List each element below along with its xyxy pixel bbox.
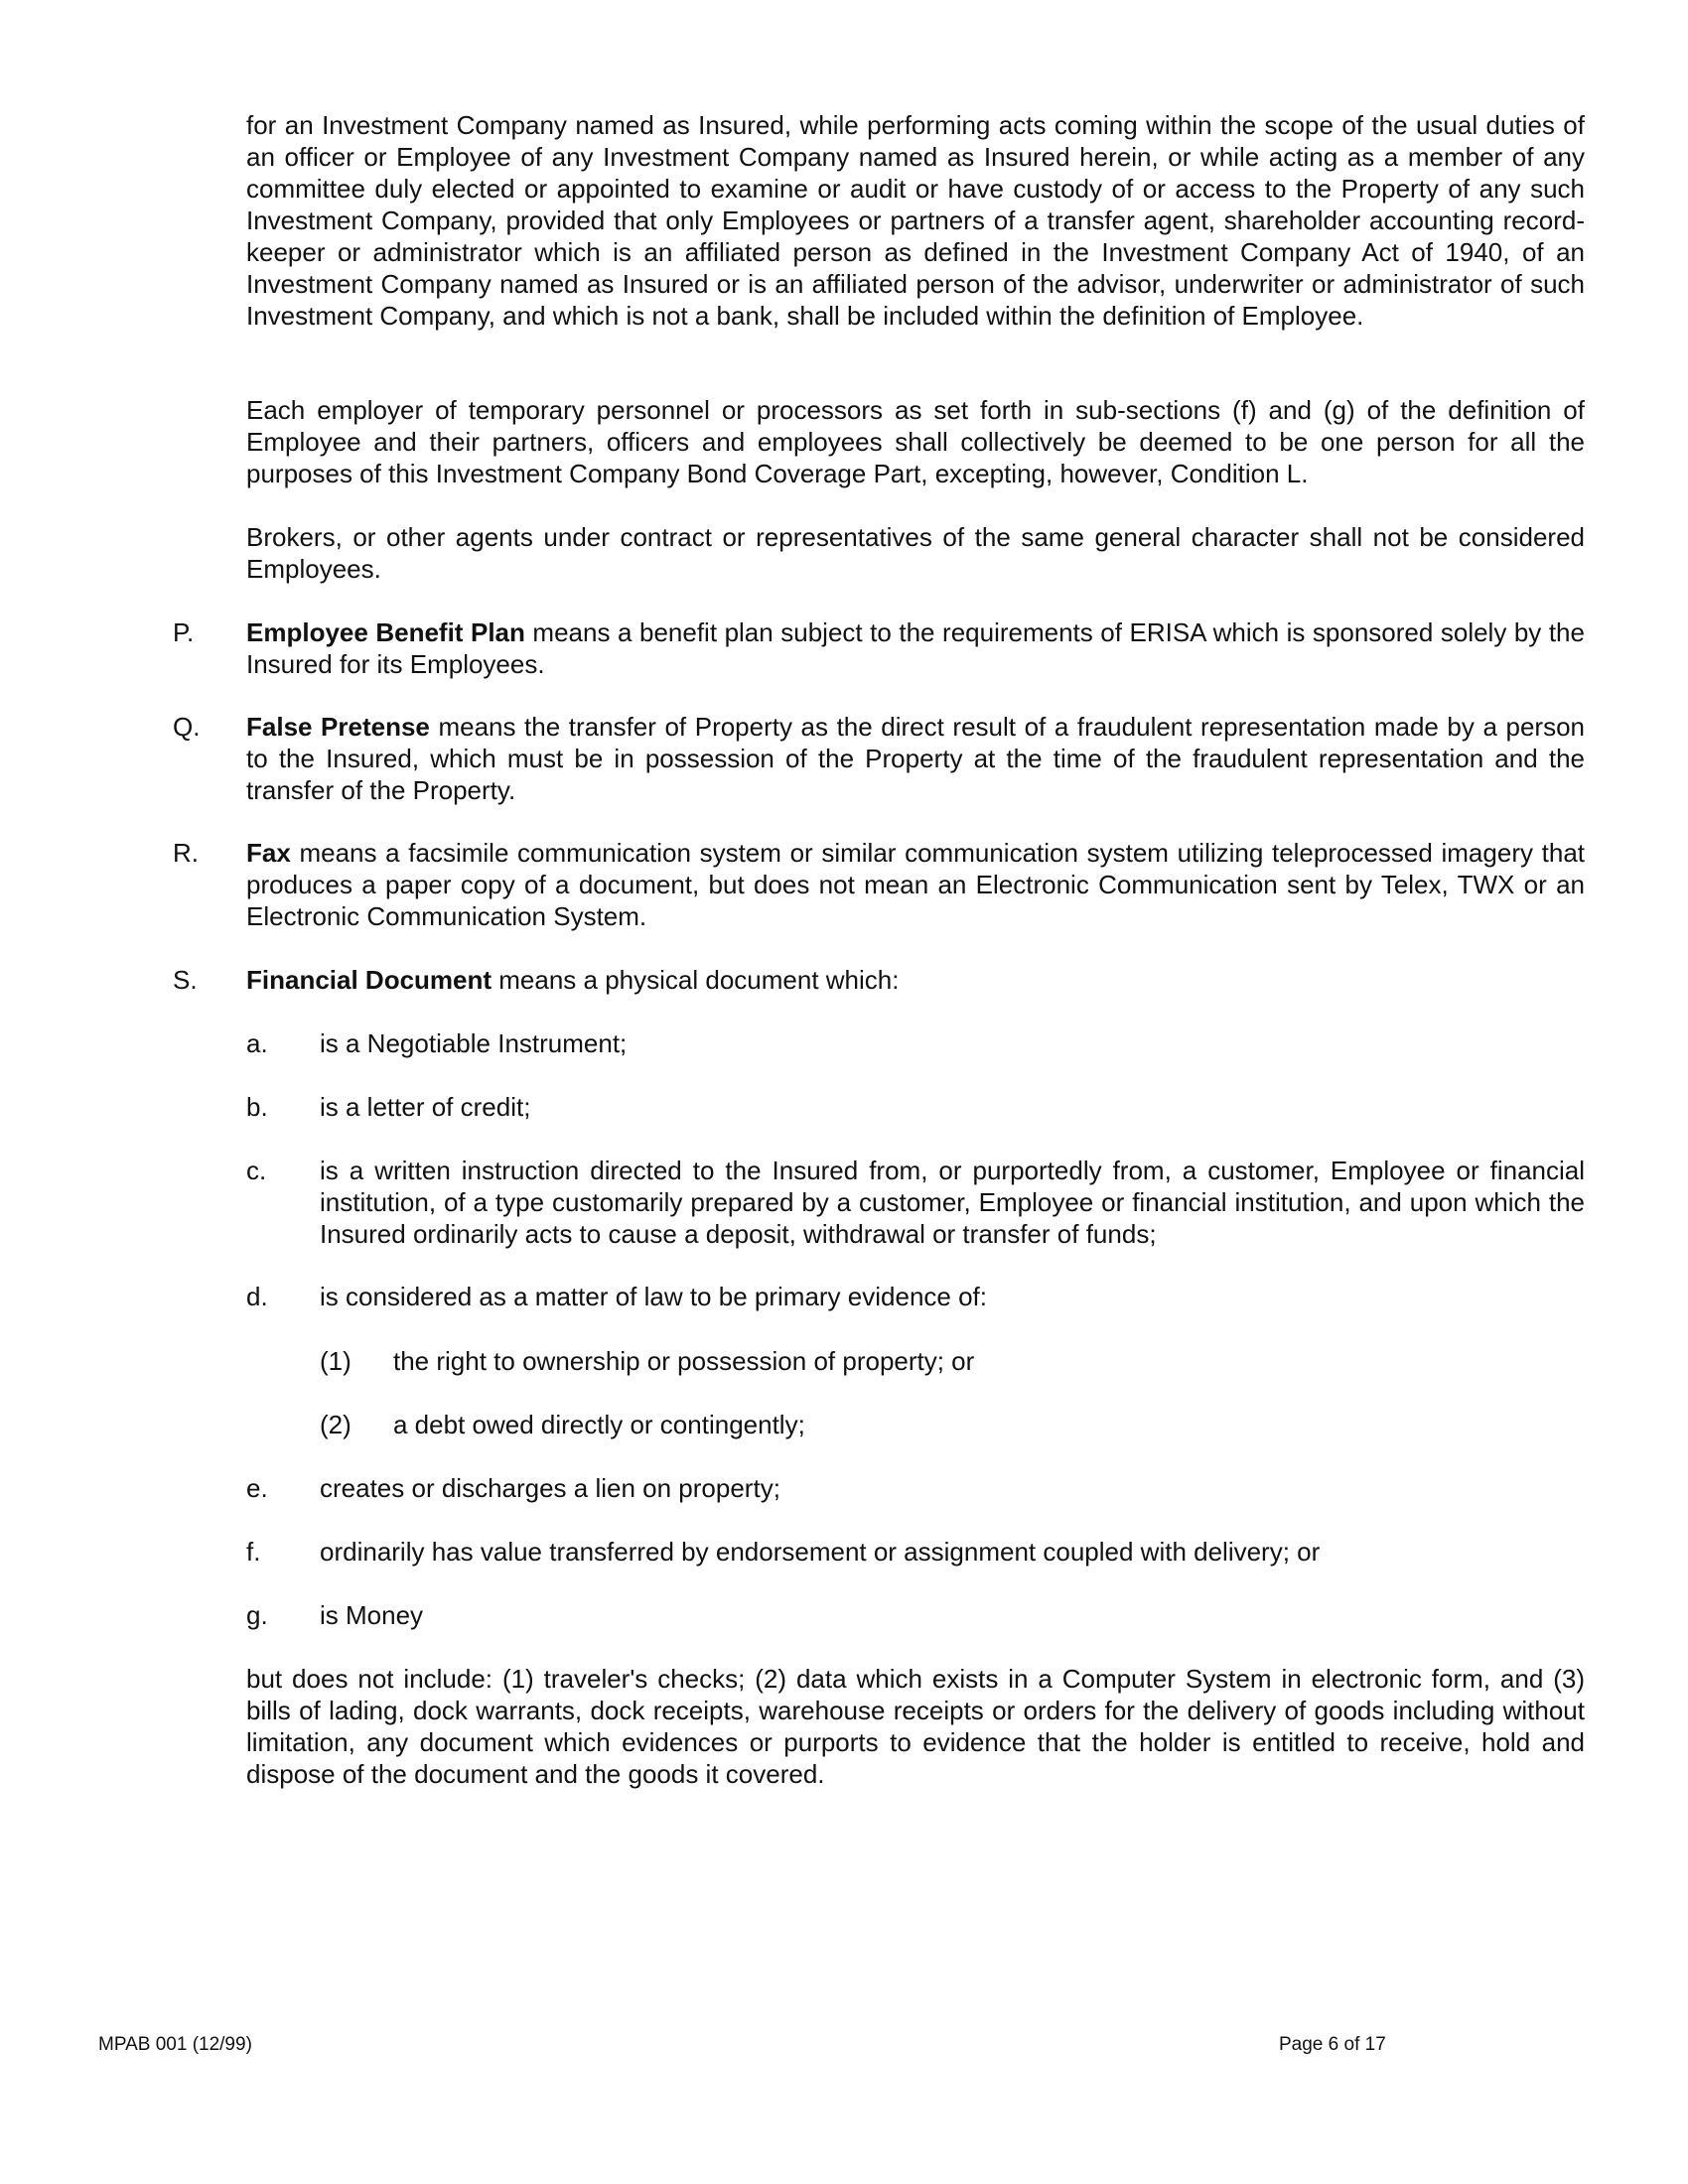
definition-text: means the transfer of Property as the direct result of a fraudulent representation made by a person to the Insured, which must be in possession of the Property at the time of the fraudulent representation and the transfer of the Property. (246, 712, 1585, 805)
definition-text: means a physical document which: (492, 965, 900, 995)
numbered-item-text: a debt owed directly or contingently; (393, 1410, 805, 1439)
numbered-item-label: (2) (320, 1410, 352, 1439)
sub-item-text: ordinarily has value transferred by endorsement or assignment coupled with delivery; or (320, 1537, 1321, 1567)
intro-paragraph-1: for an Investment Company named as Insured, while performing acts coming within the scope of the usual duties of an officer or Employee of any Investment Company named as Insured herein, or while acting as a member of any committee duly elected or appointed to examine or audit or have custody of or access to the Property of any such Investment Company, provided that only Employees or partners of a transfer agent, shareholder accounting record-keeper or administrator which is an affiliated person as defined in the Investment Company Act of 1940, of an Investment Company named as Insured or is an affiliated person of the advisor, underwriter or administrator of such Investment Company, and which is not a bank, shall be included within the definition of Employee. (246, 110, 1585, 331)
intro-paragraph-2: Each employer of temporary personnel or processors as set forth in sub-sections (f) and (g) of the definition of Employee and their partners, officers and employees shall collectively be deemed to be one person for all the purposes of this Investment Company Bond Coverage Part, excepting, however, Condition L. (246, 395, 1585, 488)
sub-item-letter: c. (246, 1156, 267, 1185)
definition-letter: P. (173, 617, 195, 647)
page-number: Page 6 of 17 (1279, 2034, 1386, 2055)
definition-term: Employee Benefit Plan (246, 617, 525, 647)
sub-item-letter: e. (246, 1473, 268, 1503)
definition-employee-benefit-plan (246, 616, 1585, 680)
definition-term: Financial Document (246, 965, 492, 995)
closing-paragraph: but does not include: (1) traveler's checks; (2) data which exists in a Computer System in electronic form, and (3) bills of lading, dock warrants, dock receipts, warehouse receipts or orders for the delivery of goods including without limitation, any document which evidences or purports to evidence that the holder is entitled to receive, hold and dispose of the document and the goods it covered. (246, 1664, 1585, 1789)
definition-false-pretense (246, 711, 1585, 806)
definition-text: means a benefit plan subject to the requirements of ERISA which is sponsored solely by the Insured for its Employees. (246, 617, 1585, 679)
sub-item-letter: g. (246, 1600, 268, 1630)
numbered-item-text: the right to ownership or possession of property; or (393, 1346, 975, 1376)
numbered-item-label: (1) (320, 1346, 352, 1376)
definition-text: means a facsimile communication system or similar communication system utilizing teleprocessed imagery that produces a paper copy of a document, but does not mean an Electronic Communication sent by Telex, TWX or an Electronic Communication System. (246, 838, 1585, 931)
definition-letter: Q. (173, 712, 201, 742)
definition-fax (246, 837, 1585, 932)
sub-item-text: is a Negotiable Instrument; (320, 1028, 628, 1058)
definition-letter: S. (173, 965, 198, 995)
sub-item-text: is a letter of credit; (320, 1092, 531, 1122)
definition-letter: R. (173, 838, 199, 868)
sub-item-letter: f. (246, 1537, 261, 1567)
sub-item-letter: a. (246, 1028, 268, 1058)
definition-term: False Pretense (246, 712, 430, 742)
sub-item-text: creates or discharges a lien on property; (320, 1473, 780, 1503)
intro-paragraph-3: Brokers, or other agents under contract or representatives of the same general character shall not be considered Employees. (246, 522, 1585, 584)
sub-item-letter: d. (246, 1282, 268, 1311)
definition-term: Fax (246, 838, 291, 868)
definition-financial-document (246, 964, 1585, 996)
form-number: MPAB 001 (12/99) (98, 2034, 252, 2055)
sub-item-letter: b. (246, 1092, 268, 1122)
sub-item-text: is Money (320, 1600, 424, 1630)
sub-item-text: is considered as a matter of law to be primary evidence of: (320, 1282, 987, 1311)
sub-item-text: is a written instruction directed to the Insured from, or purportedly from, a customer, Employee or financial institution, of a type customarily prepared by a customer, Employee or financial institution, and upon which the Insured ordinarily acts to cause a deposit, withdrawal or transfer of funds; (320, 1156, 1585, 1249)
